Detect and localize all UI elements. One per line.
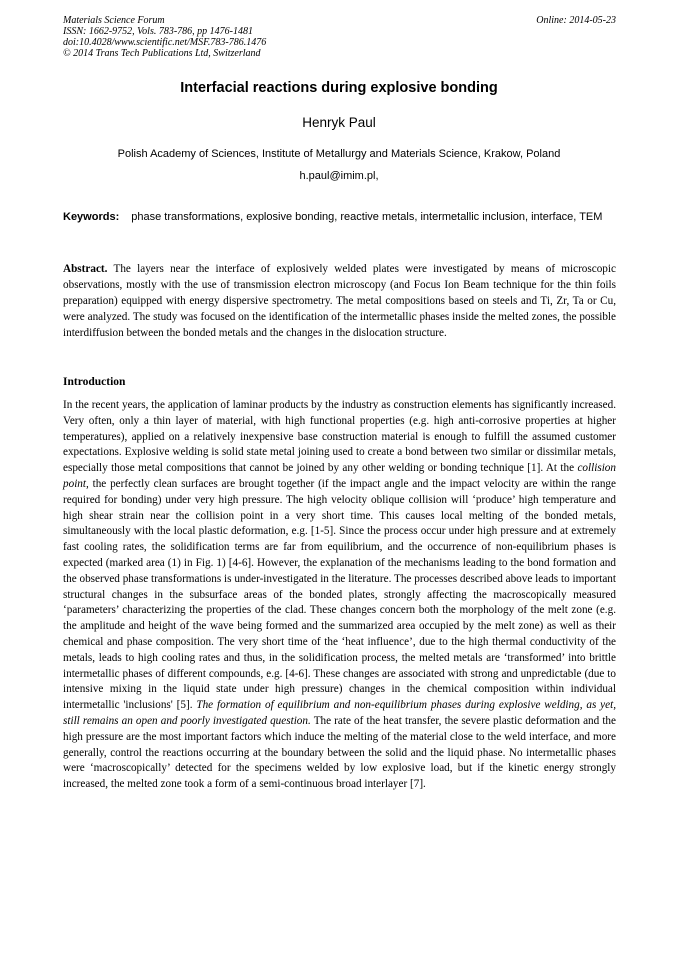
introduction-heading: Introduction bbox=[63, 376, 126, 388]
author-affiliation: Polish Academy of Sciences, Institute of Metallurgy and Materials Science, Krakow, Poland bbox=[117, 148, 561, 160]
paper-title: Interfacial reactions during explosive bonding bbox=[180, 80, 498, 96]
journal-header bbox=[63, 15, 423, 59]
intro-italic-collision-point: collision point, bbox=[63, 462, 616, 490]
intro-text-part3: The rate of the heat transfer, the severe plastic deformation and the high pressure are the most important factors which induce the melting of the material close to the weld interface, and more generally, control the reactions occurring at the boundary between the solid and the liquid phase. No intermetallic phases were ‘macroscopically’ detected for the specimens welded by low explosive load, but if the kinetic energy strongly increased, the melted zone took a form of a semi-continuous broad interlayer [7]. bbox=[63, 714, 616, 791]
online-date: Online: 2014-05-23 bbox=[536, 15, 616, 26]
journal-issn: ISSN: 1662-9752, Vols. 783-786, pp 1476-1481 bbox=[63, 26, 253, 37]
intro-text-part1: In the recent years, the application of laminar products by the industry as construction elements has significantly increased. Very often, only a thin layer of material, with high functional properties (e.g. high anti-corrosive properties at higher temperatures), applied on a relatively inexpensive base construction material is enough to fulfill the assumed customer expectations. Explosive welding is solid state metal joining used to create a bond between two similar or dissimilar metals, especially those metal compositions that cannot be joined by any other welding or bonding technique [1]. At the bbox=[63, 399, 616, 475]
intro-italic-open-question: The formation of equilibrium and non-equilibrium phases during explosive welding, as yet, still remains an open and poorly investigated question. bbox=[63, 699, 617, 727]
journal-copyright: © 2014 Trans Tech Publications Ltd, Switzerland bbox=[63, 48, 261, 59]
abstract-label: Abstract. bbox=[63, 263, 108, 275]
intro-text-part2: the perfectly clean surfaces are brought together (if the impact angle and the impact velocity are within the range required for bonding) under very high pressure. The high velocity oblique collision will ‘produce’ high temperature and high shear strain near the collision point in a very short time. This causes local melting of the bonded metals, simultaneously with the local plastic deformation, e.g. [1-5]. Since the process occur under high pressure and at extremely fast cooling rates, the solidification terms are far from equilibrium, and the occurrence of non-equilibrium phases is expected (marked area (1) in Fig. 1) [4-6]. However, the explanation of the mechanisms leading to the bond formation and the observed phase transformations is under-investigated in the literature. The processes described above leads to important structural changes in the subsurface areas of the bonded plates, strongly affecting the macroscopically measured ‘parameters’ characterizing the properties of the clad. These changes concern both the morphology of the melt zone (e.g. the amplitude and height of the wave being formed and the summarized area occupied by the melt zone) as well as their chemical and phase composition. The very short time of the ‘heat influence’, due to the high thermal conductivity of the metals, leads to high cooling rates and thus, in the solidification process, the melted metals are ‘transformed’ into brittle intermetallic phases of different compounds, e.g. [4-6]. These changes are associated with strong and unpredictable (due to intensive mixing in the liquid state under high pressure) changes in the chemical composition within individual intermetallic 'inclusions' [5]. bbox=[63, 477, 616, 712]
paper-author: Henryk Paul bbox=[302, 115, 376, 130]
abstract-text: The layers near the interface of explosively welded plates were investigated by means of microscopic observations, mostly with the use of transmission electron microscopy (and Focus Ion Beam technique for the thin foils preparation) equipped with energy dispersive spectrometry. The metal compositions based on steels and Ti, Zr, Ta or Cu, were analyzed. The study was focused on the identification of the intermetallic phases inside the melted zones, the possible interdiffusion between the bonded metals and the changes in the dislocation structure. bbox=[63, 263, 616, 339]
keywords-label: Keywords: bbox=[63, 211, 120, 223]
introduction-body bbox=[63, 398, 616, 793]
keywords-text: phase transformations, explosive bonding, reactive metals, intermetallic inclusion, interface, TEM bbox=[131, 211, 603, 223]
journal-doi: doi:10.4028/www.scientific.net/MSF.783-786.1476 bbox=[63, 37, 267, 48]
keywords-block bbox=[63, 210, 616, 225]
journal-name: Materials Science Forum bbox=[63, 15, 165, 26]
abstract-block bbox=[63, 262, 616, 342]
author-email: h.paul@imim.pl, bbox=[299, 170, 379, 182]
